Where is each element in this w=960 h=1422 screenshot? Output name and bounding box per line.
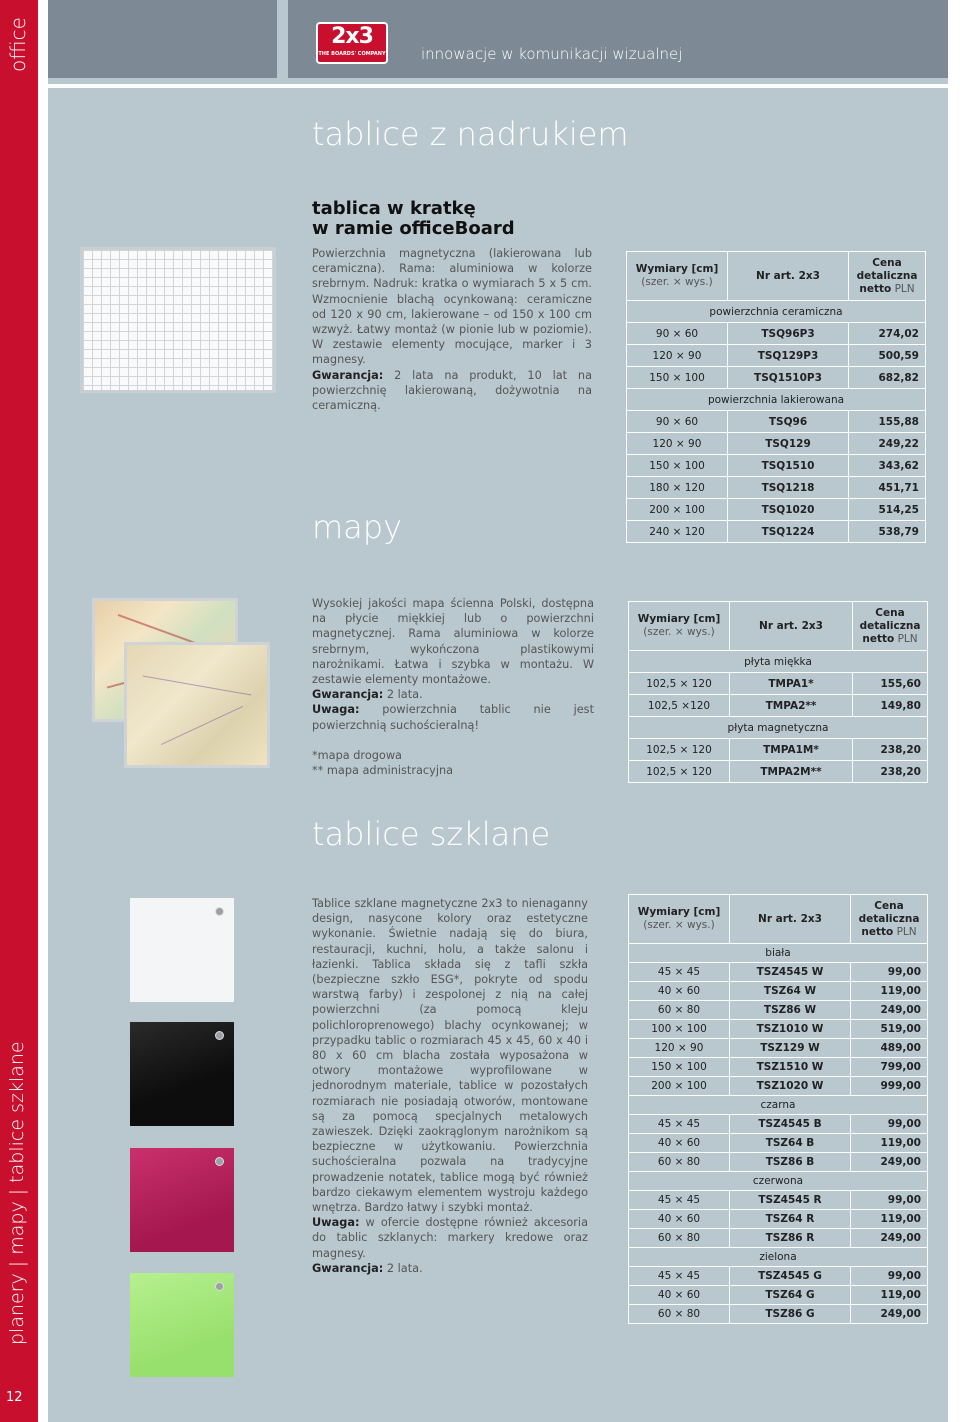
header-dimensions: Wymiary [cm] (szer. × wys.): [629, 602, 730, 651]
table-row: 102,5 × 120 TMPA1* 155,60: [629, 673, 928, 695]
table-row: 150 × 100 TSQ1510P3 682,82: [627, 367, 926, 389]
header-price: Cena detaliczna netto PLN: [849, 252, 926, 301]
table-row: 90 × 60 TSQ96P3 274,02: [627, 323, 926, 345]
header-article: Nr art. 2x3: [728, 252, 849, 301]
product-title-line1: tablica w kratkę: [312, 198, 476, 219]
side-label-office: office: [6, 17, 30, 72]
table-group-row: płyta miękka: [629, 651, 928, 673]
logo-sub-text: THE BOARDS' COMPANY: [318, 51, 386, 57]
table-row: 102,5 × 120 TMPA1M* 238,20: [629, 739, 928, 761]
table-header-row: [629, 895, 928, 944]
grid-whiteboard-image: [80, 247, 276, 393]
header-block-left: [48, 0, 277, 78]
table-row: 45 × 45 TSZ4545 B 99,00: [629, 1115, 928, 1134]
side-label-categories: planery | mapy | tablice szklane: [6, 1041, 28, 1345]
glass-board-green-image: [130, 1273, 234, 1377]
product-title: [312, 199, 515, 239]
price-table-maps: [628, 601, 928, 783]
left-white-strip: [38, 0, 48, 1422]
glass-note-label: Uwaga:: [312, 1216, 360, 1230]
glass-warranty-label: Gwarancja:: [312, 1261, 384, 1275]
warranty-label: Gwarancja:: [312, 368, 384, 382]
product-description: [312, 246, 592, 413]
header-tagline: innowacje w komunikacji wizualnej: [421, 45, 683, 63]
table-row: 40 × 60 TSZ64 W 119,00: [629, 982, 928, 1001]
table-row: 45 × 45 TSZ4545 G 99,00: [629, 1267, 928, 1286]
glass-description: [312, 896, 588, 1276]
table-row: 200 × 100 TSZ1020 W 999,00: [629, 1077, 928, 1096]
glass-board-red-image: [130, 1148, 234, 1252]
table-row: 90 × 60 TSQ96 155,88: [627, 411, 926, 433]
table-header-row: [629, 602, 928, 651]
table-row: 60 × 80 TSZ86 W 249,00: [629, 1001, 928, 1020]
table-row: 150 × 100 TSZ1510 W 799,00: [629, 1058, 928, 1077]
price-table-printed-boards: [626, 251, 926, 543]
maps-warranty-label: Gwarancja:: [312, 688, 384, 702]
glass-warranty-text: 2 lata.: [383, 1261, 423, 1275]
table-row: 100 × 100 TSZ1010 W 519,00: [629, 1020, 928, 1039]
logo-main-text: 2x3: [331, 24, 373, 49]
table-row: 45 × 45 TSZ4545 R 99,00: [629, 1191, 928, 1210]
brand-logo: [316, 22, 388, 64]
glass-note-text: w ofercie dostępne również akcesoria do tablic szklanych: markery kredowe oraz magnesy.: [312, 1216, 588, 1260]
section-title-printed-boards: tablice z nadrukiem: [312, 115, 629, 153]
table-group-row: czarna: [629, 1096, 928, 1115]
table-row: 150 × 100 TSQ1510 343,62: [627, 455, 926, 477]
section-title-maps: mapy: [312, 508, 403, 546]
glass-board-black-image: [130, 1022, 234, 1126]
maps-note-text: powierzchnia tablic nie jest powierzchnią suchościeralną!: [312, 703, 594, 732]
table-header-row: [627, 252, 926, 301]
header-dimensions: Wymiary [cm] (szer. × wys.): [629, 895, 730, 944]
header-price: Cena detaliczna netto PLN: [853, 602, 928, 651]
table-row: 240 × 120 TSQ1224 538,79: [627, 521, 926, 543]
header-price: Cena detaliczna netto PLN: [851, 895, 928, 944]
product-title-line2: w ramie officeBoard: [312, 218, 515, 239]
table-group-row: zielona: [629, 1248, 928, 1267]
table-row: 120 × 90 TSQ129P3 500,59: [627, 345, 926, 367]
table-row: 120 × 90 TSZ129 W 489,00: [629, 1039, 928, 1058]
warranty-text: 2 lata na produkt, 10 lat na powierzchnię lakierowaną, dożywotnia na ceramiczną.: [312, 368, 592, 413]
price-table-glass-boards: [628, 894, 928, 1324]
table-row: 200 × 100 TSQ1020 514,25: [627, 499, 926, 521]
right-white-strip: [948, 0, 960, 1422]
footnote-admin-map: ** mapa administracyjna: [312, 764, 454, 778]
header-divider: [48, 84, 948, 88]
table-row: 60 × 80 TSZ86 R 249,00: [629, 1229, 928, 1248]
table-row: 40 × 60 TSZ64 B 119,00: [629, 1134, 928, 1153]
header-article: Nr art. 2x3: [730, 602, 853, 651]
table-row: 102,5 ×120 TMPA2** 149,80: [629, 695, 928, 717]
maps-warranty-text: 2 lata.: [383, 688, 423, 702]
maps-description: [312, 596, 594, 778]
table-row: 120 × 90 TSQ129 249,22: [627, 433, 926, 455]
table-row: 40 × 60 TSZ64 R 119,00: [629, 1210, 928, 1229]
table-group-row: czerwona: [629, 1172, 928, 1191]
glass-board-white-image: [130, 898, 234, 1002]
header-article: Nr art. 2x3: [730, 895, 851, 944]
table-row: 45 × 45 TSZ4545 W 99,00: [629, 963, 928, 982]
table-group-row: powierzchnia lakierowana: [627, 389, 926, 411]
administrative-map-image: [124, 642, 270, 768]
footnote-road-map: *mapa drogowa: [312, 749, 402, 763]
table-group-row: powierzchnia ceramiczna: [627, 301, 926, 323]
table-row: 60 × 80 TSZ86 G 249,00: [629, 1305, 928, 1324]
header-dimensions: Wymiary [cm] (szer. × wys.): [627, 252, 728, 301]
section-title-glass-boards: tablice szklane: [312, 815, 551, 853]
maps-description-text: Wysokiej jakości mapa ścienna Polski, dostępna na płycie miękkiej lub o powierzchni magnetycznej. Rama aluminiowa w kolorze srebrnym, wykończona plastikowymi narożnikami. Łatwa i szybka w montażu. W zestawie elementy montażowe.: [312, 597, 594, 687]
table-group-row: biała: [629, 944, 928, 963]
table-row: 40 × 60 TSZ64 G 119,00: [629, 1286, 928, 1305]
table-group-row: płyta magnetyczna: [629, 717, 928, 739]
glass-description-text: Tablice szklane magnetyczne 2x3 to nienaganny design, nasycone kolory oraz estetyczne wykonanie. Świetnie nadają się do biura, restauracji, kuchni, holu, a także salonu i łazienki. Tablica składa się z tafli szkła (bezpieczne szkło ESG*, pokryte od spodu warstwą farby) i zespolonej z nią na całej powierzchni (za pomocą kleju polichloroprenowego) blachy ocynkowanej; w przypadku tablic o rozmiarach 45 x 45, 60 x 40 i 80 x 60 cm blacha została wyposażona w otwory montażowe wyprofilowane w jednorodnym materiale, tablice w pozostałych rozmiarach nie posiadają otworów, montowane są za pomocą specjalnych metalowych zawieszek. Dzięki zaokrąglonym narożnikom są bezpieczne w użytkowaniu. Powierzchnia suchościeralna pozwala na tradycyjne prowadzenie notatek, tablice mogą być również bardzo ciekawym elementem wystroju każdego wnętrza. Bardzo łatwy i szybki montaż.: [312, 897, 588, 1215]
table-row: 180 × 120 TSQ1218 451,71: [627, 477, 926, 499]
table-row: 102,5 × 120 TMPA2M** 238,20: [629, 761, 928, 783]
maps-note-label: Uwaga:: [312, 703, 360, 717]
table-row: 60 × 80 TSZ86 B 249,00: [629, 1153, 928, 1172]
description-text: Powierzchnia magnetyczna (lakierowana lub ceramiczna). Rama: aluminiowa w kolorze srebrnym. Nadruk: kratka o wymiarach 5 x 5 cm. Wzmocnienie blachą ocynkowaną: ceramiczne od 120 x 90 cm, lakierowane – od 150 x 100 cm wzwyż. Łatwy montaż (w pionie lub w poziomie). W zestawie elementy mocujące, marker i 3 magnesy.: [312, 247, 592, 367]
page-number: 12: [6, 1390, 23, 1405]
